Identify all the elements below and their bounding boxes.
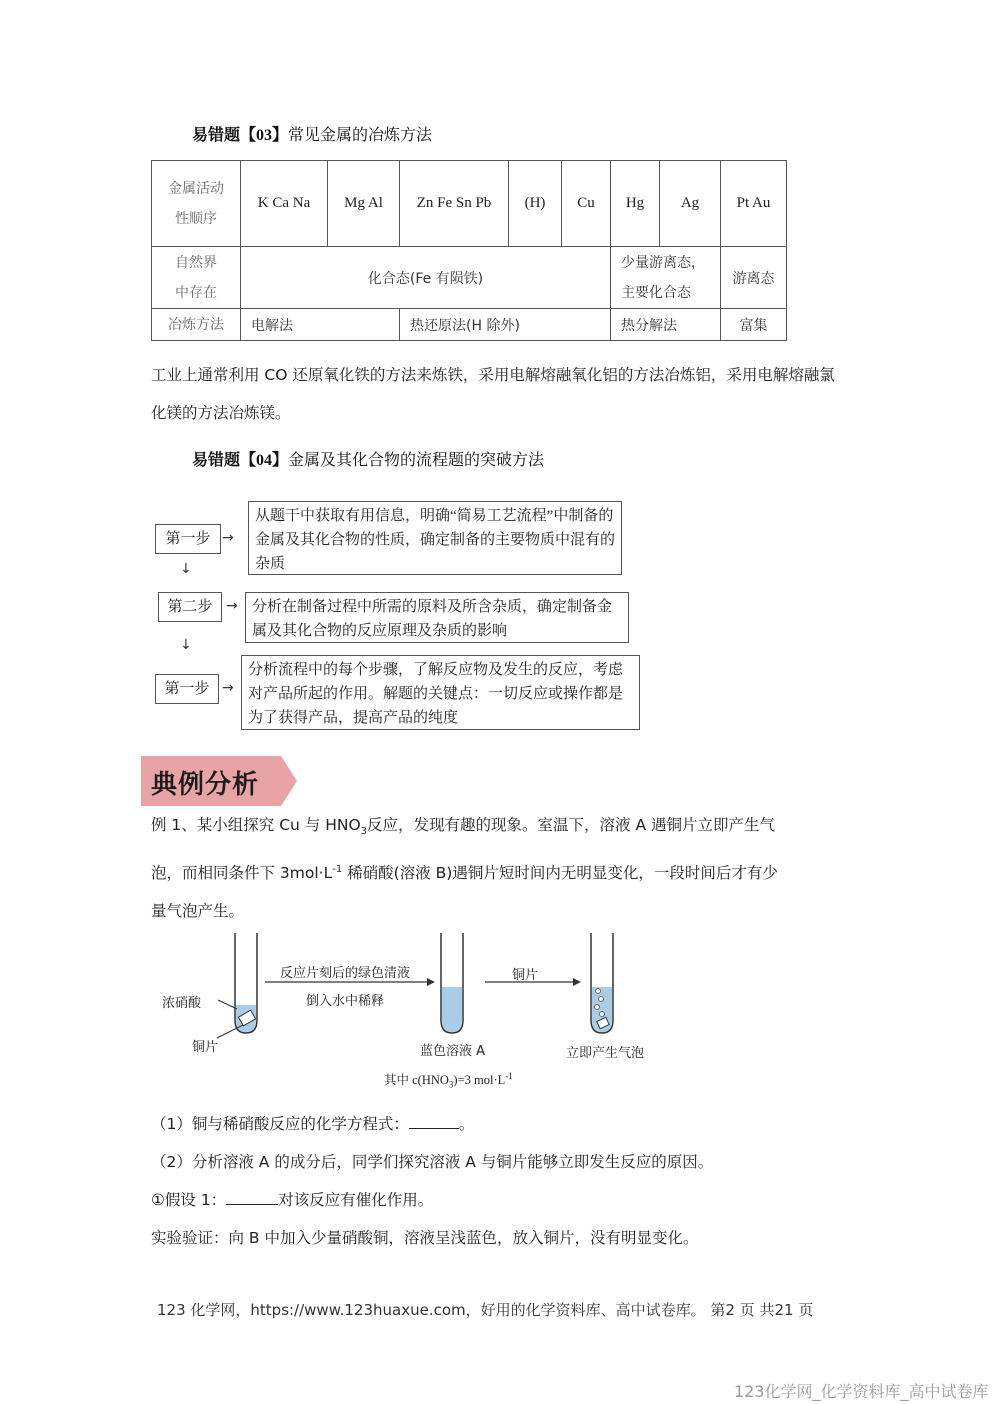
text-run: 反应，发现有趣的现象。室温下，溶液 A 遇铜片立即产生气 — [367, 816, 776, 834]
arrow-1-bottom-label: 倒入水中稀释 — [306, 994, 385, 1009]
header-line: 性顺序 — [175, 210, 217, 227]
question-2: （2）分析溶液 A 的成分后，同学们探究溶液 A 与铜片能够立即发生反应的原因。 — [151, 1153, 714, 1171]
table-row — [152, 161, 787, 247]
industry-paragraph: 工业上通常利用 CO 还原氧化铁的方法来炼铁，采用电解熔融氧化铝的方法冶炼铝，采用电解熔融氯化镁的方法冶炼镁。 — [151, 366, 835, 422]
example-line — [151, 806, 851, 851]
solution-a-label: 蓝色溶液 A — [420, 1044, 486, 1059]
test-tube-1 — [217, 933, 257, 1038]
down-arrow-icon: ↓ — [180, 561, 192, 577]
text-run: 。 — [458, 1115, 475, 1133]
bubble-icon — [599, 997, 604, 1002]
bubbles-label: 立即产生气泡 — [566, 1046, 645, 1061]
text-run: 其中 c(HNO — [384, 1073, 449, 1087]
bubble-icon — [600, 1012, 605, 1017]
test-tube-2 — [441, 933, 463, 1033]
test-tube-3 — [591, 933, 613, 1033]
text-run: ①假设 1： — [151, 1191, 227, 1209]
combined-state-cell: 化合态(Fe 有陨铁) — [241, 247, 611, 309]
banner-title: 典例分析 — [151, 770, 260, 800]
metal-cell: Zn Fe Sn Pb — [400, 161, 509, 247]
section-04-label: 易错题【04】 — [192, 452, 289, 469]
metal-cell: Ag — [660, 161, 721, 247]
header-line: 金属活动 — [168, 180, 224, 197]
metal-smelting-table — [151, 160, 787, 341]
right-arrow-icon: → — [222, 530, 234, 546]
right-arrow-icon: → — [222, 680, 234, 696]
text-run: 泡，而相同条件下 3mol·L — [151, 864, 333, 883]
arrow-1-top-label: 反应片刻后的绿色清液 — [280, 966, 411, 981]
metal-cell: Cu — [562, 161, 611, 247]
cell-line: 少量游离态， — [621, 254, 705, 271]
metal-cell: Pt Au — [721, 161, 787, 247]
table-row — [152, 247, 787, 309]
example-line: 量气泡产生。 — [151, 902, 245, 921]
subscript: 3 — [360, 826, 368, 838]
subscript: 3 — [448, 1079, 454, 1090]
verification-line: 实验验证：向 B 中加入少量硝酸铜，溶液呈浅蓝色，放入铜片，没有明显变化。 — [151, 1229, 699, 1247]
text-run: 稀硝酸(溶液 B)遇铜片短时间内无明显变化，一段时间后才有少 — [342, 864, 778, 883]
example-analysis-banner — [141, 756, 297, 806]
example-line — [151, 851, 851, 892]
text-run: 例 1、某小组探究 Cu 与 HNO — [151, 816, 361, 834]
cell-line: 主要化合态 — [621, 284, 691, 301]
method-cell: 热分解法 — [611, 309, 721, 341]
copper-label: 铜片 — [192, 1040, 219, 1055]
section-03-heading — [192, 122, 432, 145]
bubble-icon — [596, 989, 601, 994]
minor-free-state-cell — [611, 247, 721, 309]
text-run: )=3 mol·L — [453, 1073, 506, 1087]
conc-acid-label: 浓硝酸 — [162, 996, 202, 1011]
section-03-label: 易错题【03】 — [192, 127, 289, 144]
text-run: （1）铜与稀硝酸反应的化学方程式： — [151, 1115, 409, 1133]
superscript: -1 — [505, 1070, 513, 1081]
page-footer: 123 化学网，https://www.123huaxue.com，好用的化学资料库、高中试卷库。 第2 页 共21 页 — [157, 1301, 814, 1319]
metal-cell: (H) — [509, 161, 562, 247]
site-watermark: 123化学网_化学资料库_高中试卷库 — [734, 1382, 989, 1401]
metal-cell: Mg Al — [328, 161, 400, 247]
table-header-cell — [152, 247, 241, 309]
step-3-description: 分析流程中的每个步骤，了解反应物及发生的反应，考虑对产品所起的作用。解题的关键点：一切反应或操作都是为了获得产品，提高产品的纯度 — [241, 655, 640, 730]
section-03-title: 常见金属的冶炼方法 — [288, 125, 433, 144]
header-line: 自然界 — [175, 254, 217, 271]
table-header-cell — [152, 161, 241, 247]
method-cell: 电解法 — [241, 309, 400, 341]
step-1-description: 从题干中获取有用信息，明确“简易工艺流程”中制备的金属及其化合物的性质，确定制备的主要物质中混有的杂质 — [248, 501, 622, 575]
step-3-box: 第一步 — [155, 674, 219, 704]
free-state-cell: 游离态 — [721, 247, 787, 309]
down-arrow-icon: ↓ — [180, 637, 192, 653]
example-1-paragraph — [151, 806, 851, 930]
metal-cell: K Ca Na — [241, 161, 328, 247]
text-run: 对该反应有催化作用。 — [278, 1191, 434, 1209]
superscript: -1 — [332, 864, 343, 876]
step-1-box: 第一步 — [155, 524, 221, 554]
concentration-caption — [384, 1070, 513, 1090]
section-04-heading — [192, 447, 544, 470]
question-1 — [151, 1105, 851, 1143]
method-cell: 热还原法(H 除外) — [400, 309, 611, 341]
header-line: 中存在 — [175, 284, 217, 301]
questions-block — [151, 1105, 851, 1257]
answer-blank[interactable] — [409, 1128, 459, 1129]
hypothesis-1 — [151, 1181, 851, 1219]
arrow-head-icon — [573, 978, 581, 986]
table-header-cell: 冶炼方法 — [152, 309, 241, 341]
section-04-title: 金属及其化合物的流程题的突破方法 — [288, 450, 545, 469]
arrow-2-top-label: 铜片 — [512, 968, 539, 983]
bubble-icon — [595, 1005, 600, 1010]
arrow-head-icon — [427, 978, 435, 986]
right-arrow-icon: → — [226, 598, 238, 614]
answer-blank[interactable] — [226, 1204, 278, 1205]
leader-line — [218, 1000, 237, 1009]
table-row — [152, 309, 787, 341]
step-2-box: 第二步 — [158, 592, 222, 622]
method-cell: 富集 — [721, 309, 787, 341]
step-2-description: 分析在制备过程中所需的原料及所含杂质，确定制备金属及其化合物的反应原理及杂质的影响 — [245, 592, 629, 643]
metal-cell: Hg — [611, 161, 660, 247]
